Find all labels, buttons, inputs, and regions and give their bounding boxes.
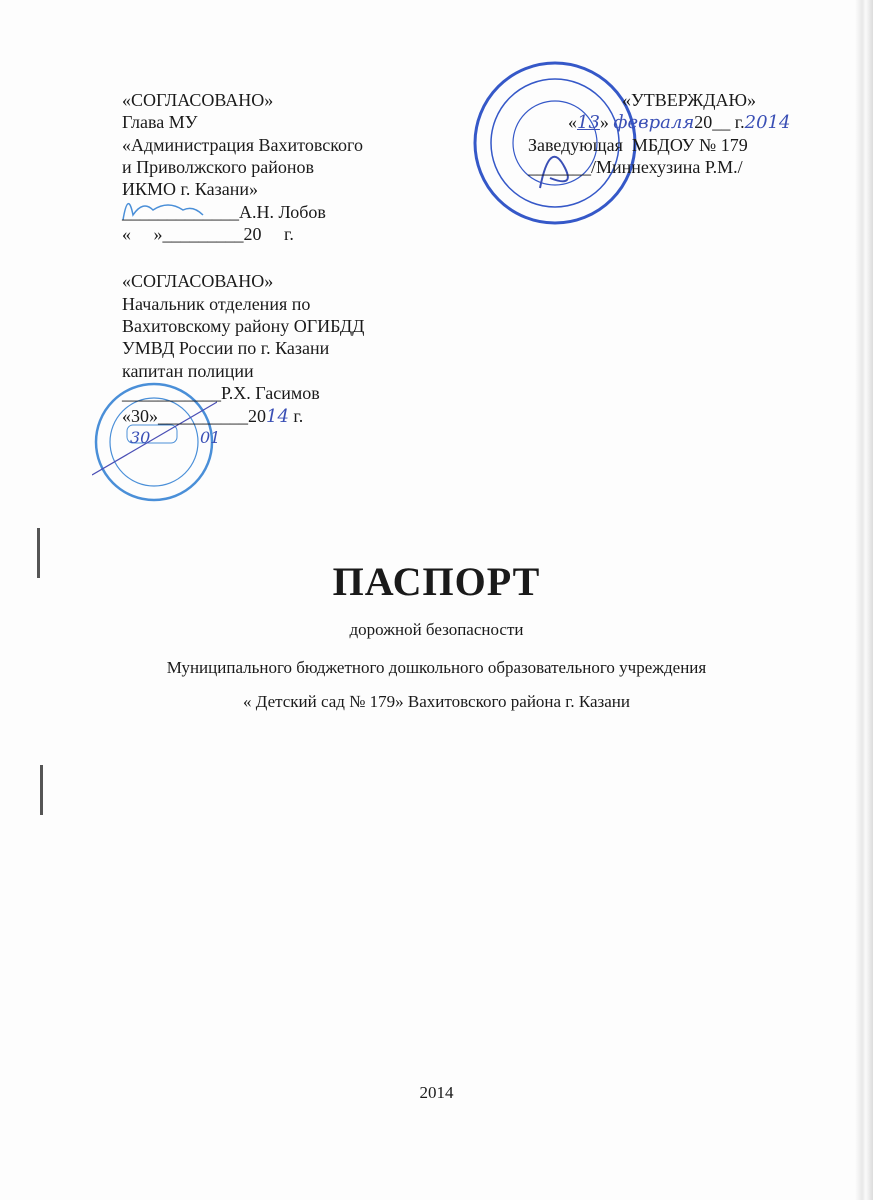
signature-line: _____________А.Н. Лобов <box>122 202 326 222</box>
signature-line: ___________Р.Х. Гасимов <box>122 383 320 403</box>
block-heading: «СОГЛАСОВАНО» <box>122 90 274 110</box>
date-line: « »_________20 г. <box>122 224 294 244</box>
block-heading: «УТВЕРЖДАЮ» <box>622 90 757 110</box>
handwritten-month: февраля <box>613 112 695 133</box>
quote: » <box>599 112 609 132</box>
quote: « <box>568 112 577 132</box>
date-line <box>568 111 790 134</box>
block-line: «Администрация Вахитовского <box>122 135 363 155</box>
block-line: Начальник отделения по <box>122 294 311 314</box>
subtitle: дорожной безопасности <box>349 620 524 639</box>
block-line: Вахитовскому району ОГИБДД <box>122 316 365 336</box>
binding-mark <box>40 765 43 815</box>
handwritten-year: 2014 <box>744 112 791 133</box>
handwritten-day: 30 <box>130 428 151 447</box>
year-text: 20__ г. <box>694 112 745 132</box>
institution-short-name: « Детский сад № 179» Вахитовского района г. Казани <box>243 692 630 711</box>
handwritten-day: 13 <box>577 112 600 133</box>
block-line: ИКМО г. Казани» <box>122 179 258 199</box>
handwritten-month: 01 <box>200 428 221 447</box>
document-year: 2014 <box>419 1083 454 1102</box>
block-line: капитан полиции <box>122 361 254 381</box>
block-line: УМВД России по г. Казани <box>122 338 330 358</box>
date-line <box>122 405 303 428</box>
date-text: «30»__________20 <box>122 406 266 426</box>
position: Заведующая МБДОУ № 179 <box>528 135 748 155</box>
block-heading: «СОГЛАСОВАНО» <box>122 271 274 291</box>
handwritten-year: 14 <box>266 406 289 427</box>
block-line: и Приволжского районов <box>122 157 315 177</box>
institution-name: Муниципального бюджетного дошкольного образовательного учреждения <box>166 658 707 677</box>
page-title: ПАСПОРТ <box>332 559 541 604</box>
year-suffix: г. <box>288 406 304 426</box>
signature-line: _______/Миннехузина Р.М./ <box>528 157 743 177</box>
block-line: Глава МУ <box>122 112 198 132</box>
